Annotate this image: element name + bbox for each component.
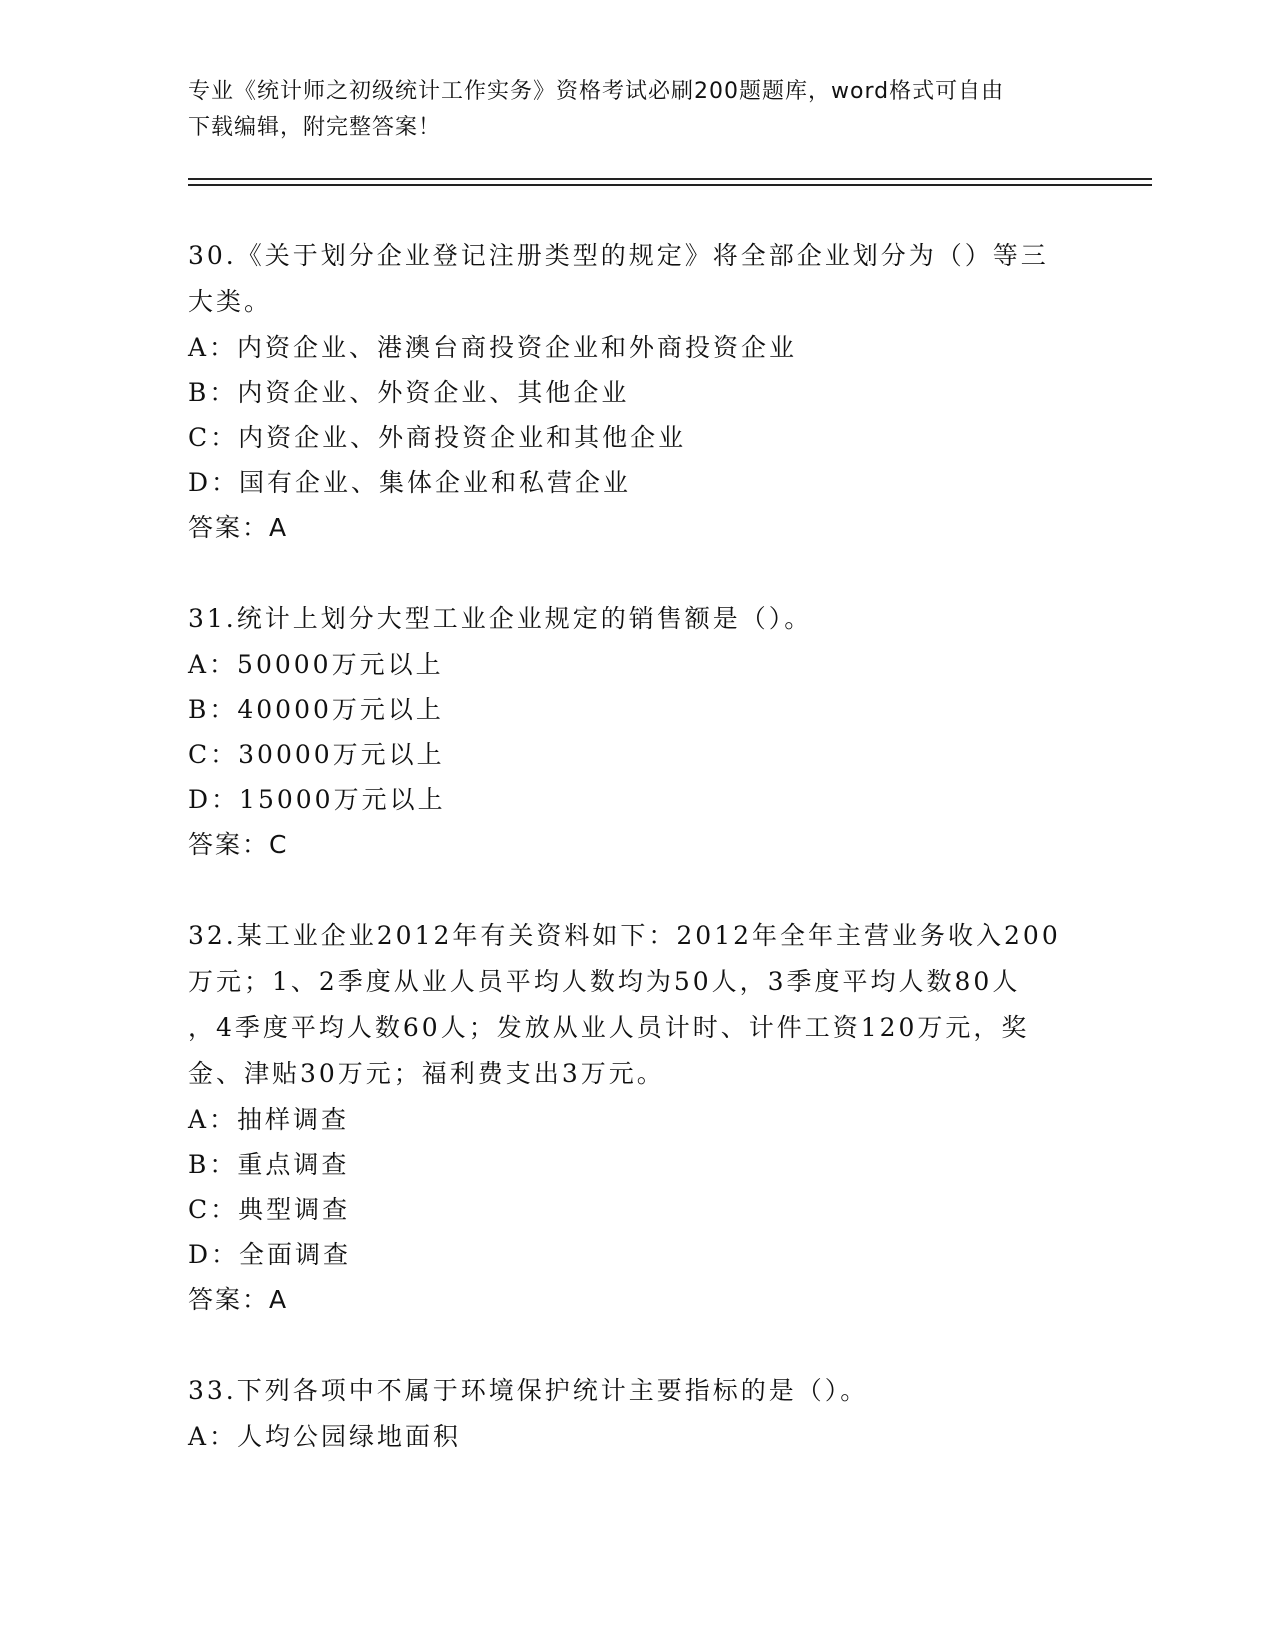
answer: 答案：C (188, 830, 289, 859)
question-stem (188, 596, 1088, 642)
question-stem (188, 1368, 1088, 1414)
answer: 答案：A (188, 513, 289, 542)
question-list (188, 233, 1088, 1505)
question-33 (188, 1368, 1088, 1459)
document-header (188, 74, 1068, 146)
question-30 (188, 233, 1088, 550)
answer: 答案：A (188, 1285, 289, 1314)
header-divider-top (188, 178, 1152, 180)
option-a: A：抽样调查 (188, 1105, 350, 1134)
question-stem-line: 大类。 (188, 287, 273, 316)
header-line-2: 下载编辑，附完整答案！ (188, 115, 442, 140)
question-stem-line: 31.统计上划分大型工业企业规定的销售额是（）。 (188, 604, 813, 633)
question-stem-line: 33.下列各项中不属于环境保护统计主要指标的是（）。 (188, 1376, 869, 1405)
question-stem-line: ，4季度平均人数60人；发放从业人员计时、计件工资120万元，奖 (188, 1013, 1030, 1042)
question-31 (188, 596, 1088, 867)
option-a: A：内资企业、港澳台商投资企业和外商投资企业 (188, 333, 798, 362)
question-32 (188, 913, 1088, 1322)
option-b: B：重点调查 (188, 1150, 350, 1179)
question-stem-line: 万元；1、2季度从业人员平均人数均为50人，3季度平均人数80人 (188, 967, 1021, 996)
question-stem-line: 32.某工业企业2012年有关资料如下：2012年全年主营业务收入200 (188, 921, 1061, 950)
header-divider-bottom (188, 184, 1152, 186)
option-a: A：50000万元以上 (188, 650, 444, 679)
question-stem (188, 913, 1088, 1097)
option-d: D：15000万元以上 (188, 785, 446, 814)
option-d: D：国有企业、集体企业和私营企业 (188, 468, 632, 497)
question-stem (188, 233, 1088, 325)
header-line-1: 专业《统计师之初级统计工作实务》资格考试必刷200题题库，word格式可自由 (188, 79, 1005, 104)
question-stem-line: 金、津贴30万元；福利费支出3万元。 (188, 1059, 665, 1088)
option-a: A：人均公园绿地面积 (188, 1422, 462, 1451)
option-b: B：内资企业、外资企业、其他企业 (188, 378, 630, 407)
question-stem-line: 30.《关于划分企业登记注册类型的规定》将全部企业划分为（）等三 (188, 241, 1049, 270)
option-b: B：40000万元以上 (188, 695, 444, 724)
option-c: C：典型调查 (188, 1195, 351, 1224)
option-c: C：30000万元以上 (188, 740, 445, 769)
option-c: C：内资企业、外商投资企业和其他企业 (188, 423, 687, 452)
option-d: D：全面调查 (188, 1240, 352, 1269)
